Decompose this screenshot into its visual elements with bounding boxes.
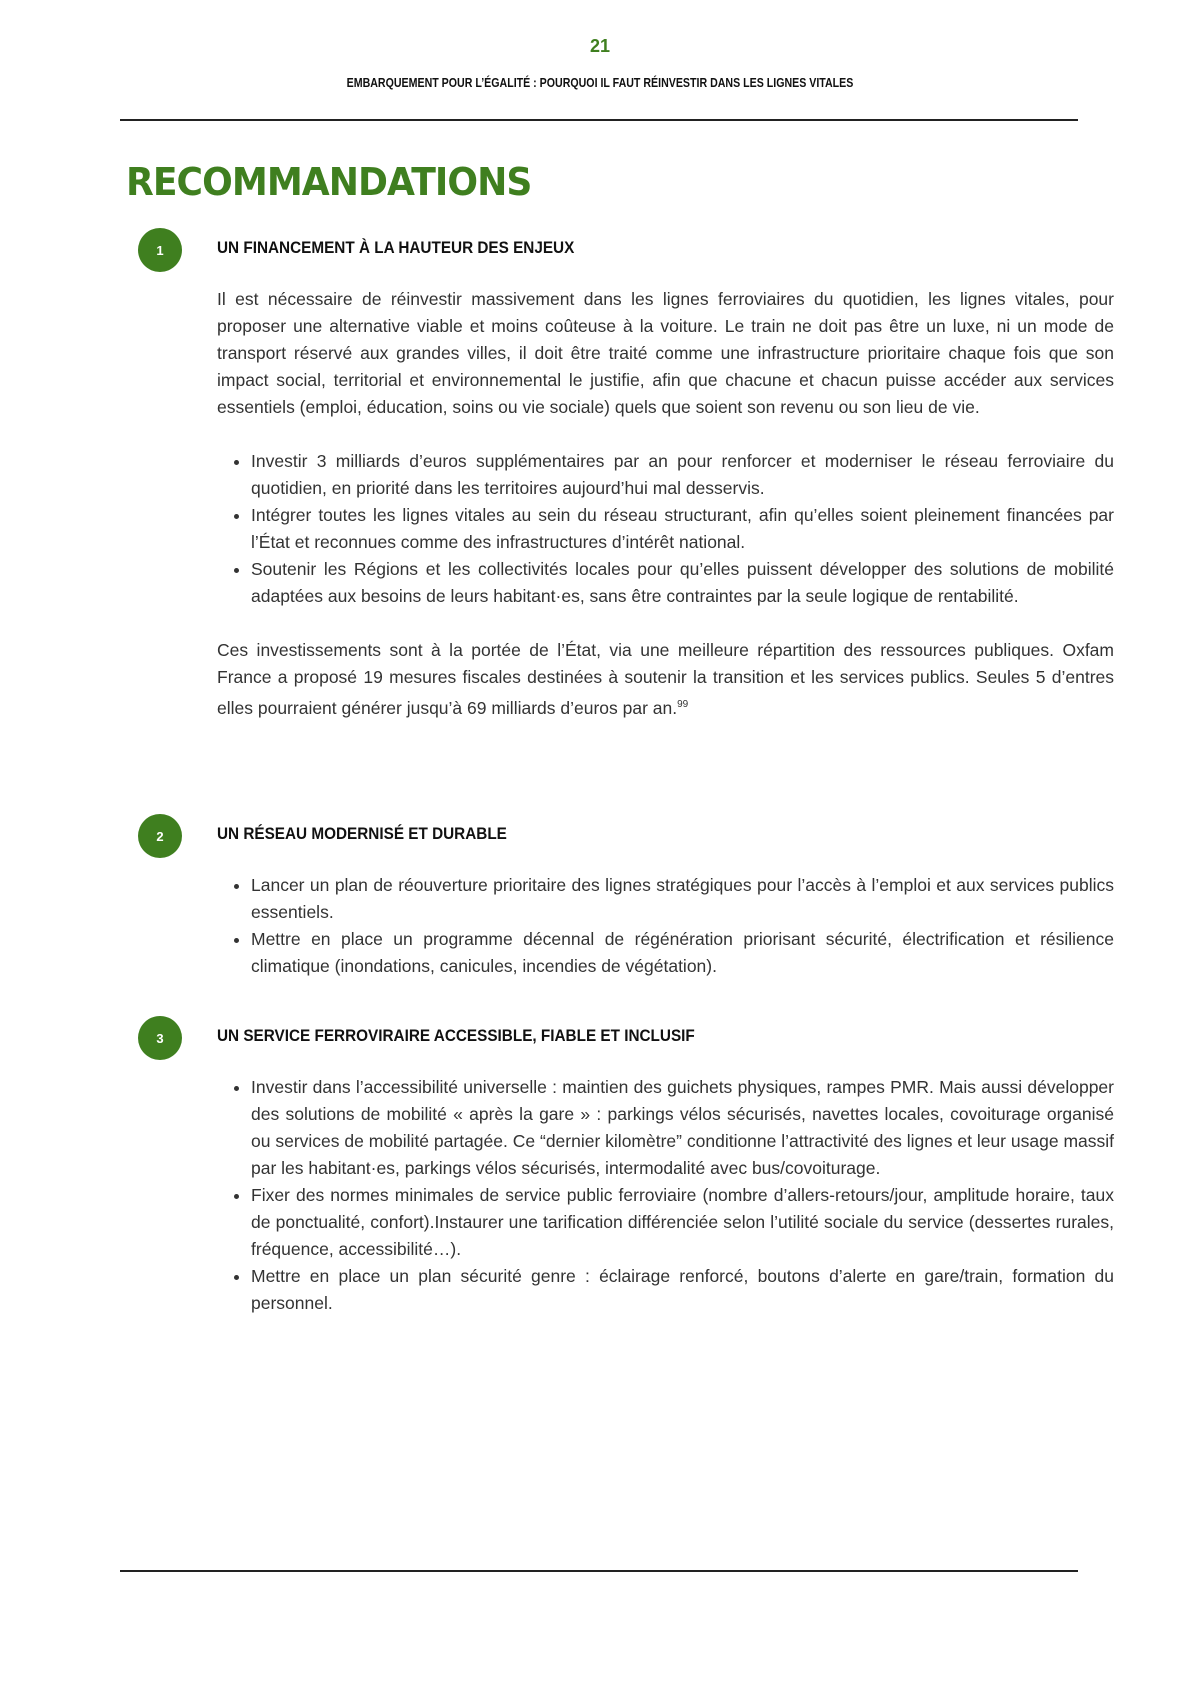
section-outro-text: Ces investissements sont à la portée de l’État, via une meilleure répartition des ressources publiques. Oxfam France a proposé 19 mesures fiscales destinées à soutenir la transition et les services publics. Seules 5 d’entres elles pourraient générer jusqu’à 69 milliards d’euros par an. [217, 640, 1114, 718]
list-item: • Investir dans l’accessibilité universelle : maintien des guichets physiques, rampes PMR. Mais aussi développer des solutions de mobilité « après la gare » : parkings vélos sécurisés, navettes locales, covoiturage organisé ou services de mobilité partagée. Ce “dernier kilomètre” conditionne l’attractivité des lignes et leur usage massif par les habitant·es, parkings vélos sécurisés, intermodalité avec bus/covoiturage. [251, 1074, 1114, 1182]
page-title: RECOMMANDATIONS [126, 160, 532, 204]
section-heading: UN SERVICE FERROVIRAIRE ACCESSIBLE, FIABLE ET INCLUSIF [217, 1026, 695, 1045]
section-number-badge: 3 [138, 1016, 182, 1060]
bullet-list [217, 448, 1114, 610]
section-body [217, 872, 1114, 1007]
section-outro [217, 637, 1114, 722]
list-item: • Intégrer toutes les lignes vitales au sein du réseau structurant, afin qu’elles soient pleinement financées par l’État et reconnues comme des infrastructures d’intérêt national. [251, 502, 1114, 556]
section-number-badge: 1 [138, 228, 182, 272]
list-item: • Mettre en place un plan sécurité genre : éclairage renforcé, boutons d’alerte en gare/train, formation du personnel. [251, 1263, 1114, 1317]
list-item: • Fixer des normes minimales de service public ferroviaire (nombre d’allers-retours/jour, amplitude horaire, taux de ponctualité, confort).Instaurer une tarification différenciée selon l’utilité sociale du service (dessertes rurales, fréquence, accessibilité…). [251, 1182, 1114, 1263]
header-divider [120, 119, 1078, 121]
list-item: • Soutenir les Régions et les collectivités locales pour qu’elles puissent développer des solutions de mobilité adaptées aux besoins de leurs habitant·es, sans être contraintes par la seule logique de rentabilité. [251, 556, 1114, 610]
footnote-ref: 99 [677, 699, 689, 710]
section-body [217, 1074, 1114, 1344]
section-intro: Il est nécessaire de réinvestir massivement dans les lignes ferroviaires du quotidien, les lignes vitales, pour proposer une alternative viable et moins coûteuse à la voiture. Le train ne doit pas être un luxe, ni un mode de transport réservé aux grandes villes, il doit être traité comme une infrastructure prioritaire chaque fois que son impact social, territorial et environnemental le justifie, afin que chacune et chacun puisse accéder aux services essentiels (emploi, éducation, soins ou vie sociale) quels que soient son revenu ou son lieu de vie. [217, 289, 1114, 417]
footer-divider [120, 1570, 1078, 1572]
bullet-list [217, 872, 1114, 980]
section-heading: UN FINANCEMENT À LA HAUTEUR DES ENJEUX [217, 238, 575, 257]
section-number-badge: 2 [138, 814, 182, 858]
page-number: 21 [589, 36, 611, 56]
list-item: • Investir 3 milliards d’euros supplémentaires par an pour renforcer et moderniser le réseau ferroviaire du quotidien, en priorité dans les territoires aujourd’hui mal desservis. [251, 448, 1114, 502]
list-item: • Mettre en place un programme décennal de régénération priorisant sécurité, électrification et résilience climatique (inondations, canicules, incendies de végétation). [251, 926, 1114, 980]
bullet-list [217, 1074, 1114, 1317]
running-header: EMBARQUEMENT POUR L’ÉGALITÉ : POURQUOI IL FAUT RÉINVESTIR DANS LES LIGNES VITALES [346, 76, 854, 90]
section-body [217, 286, 1114, 749]
section-heading: UN RÉSEAU MODERNISÉ ET DURABLE [217, 824, 507, 843]
list-item: • Lancer un plan de réouverture prioritaire des lignes stratégiques pour l’accès à l’emploi et aux services publics essentiels. [251, 872, 1114, 926]
